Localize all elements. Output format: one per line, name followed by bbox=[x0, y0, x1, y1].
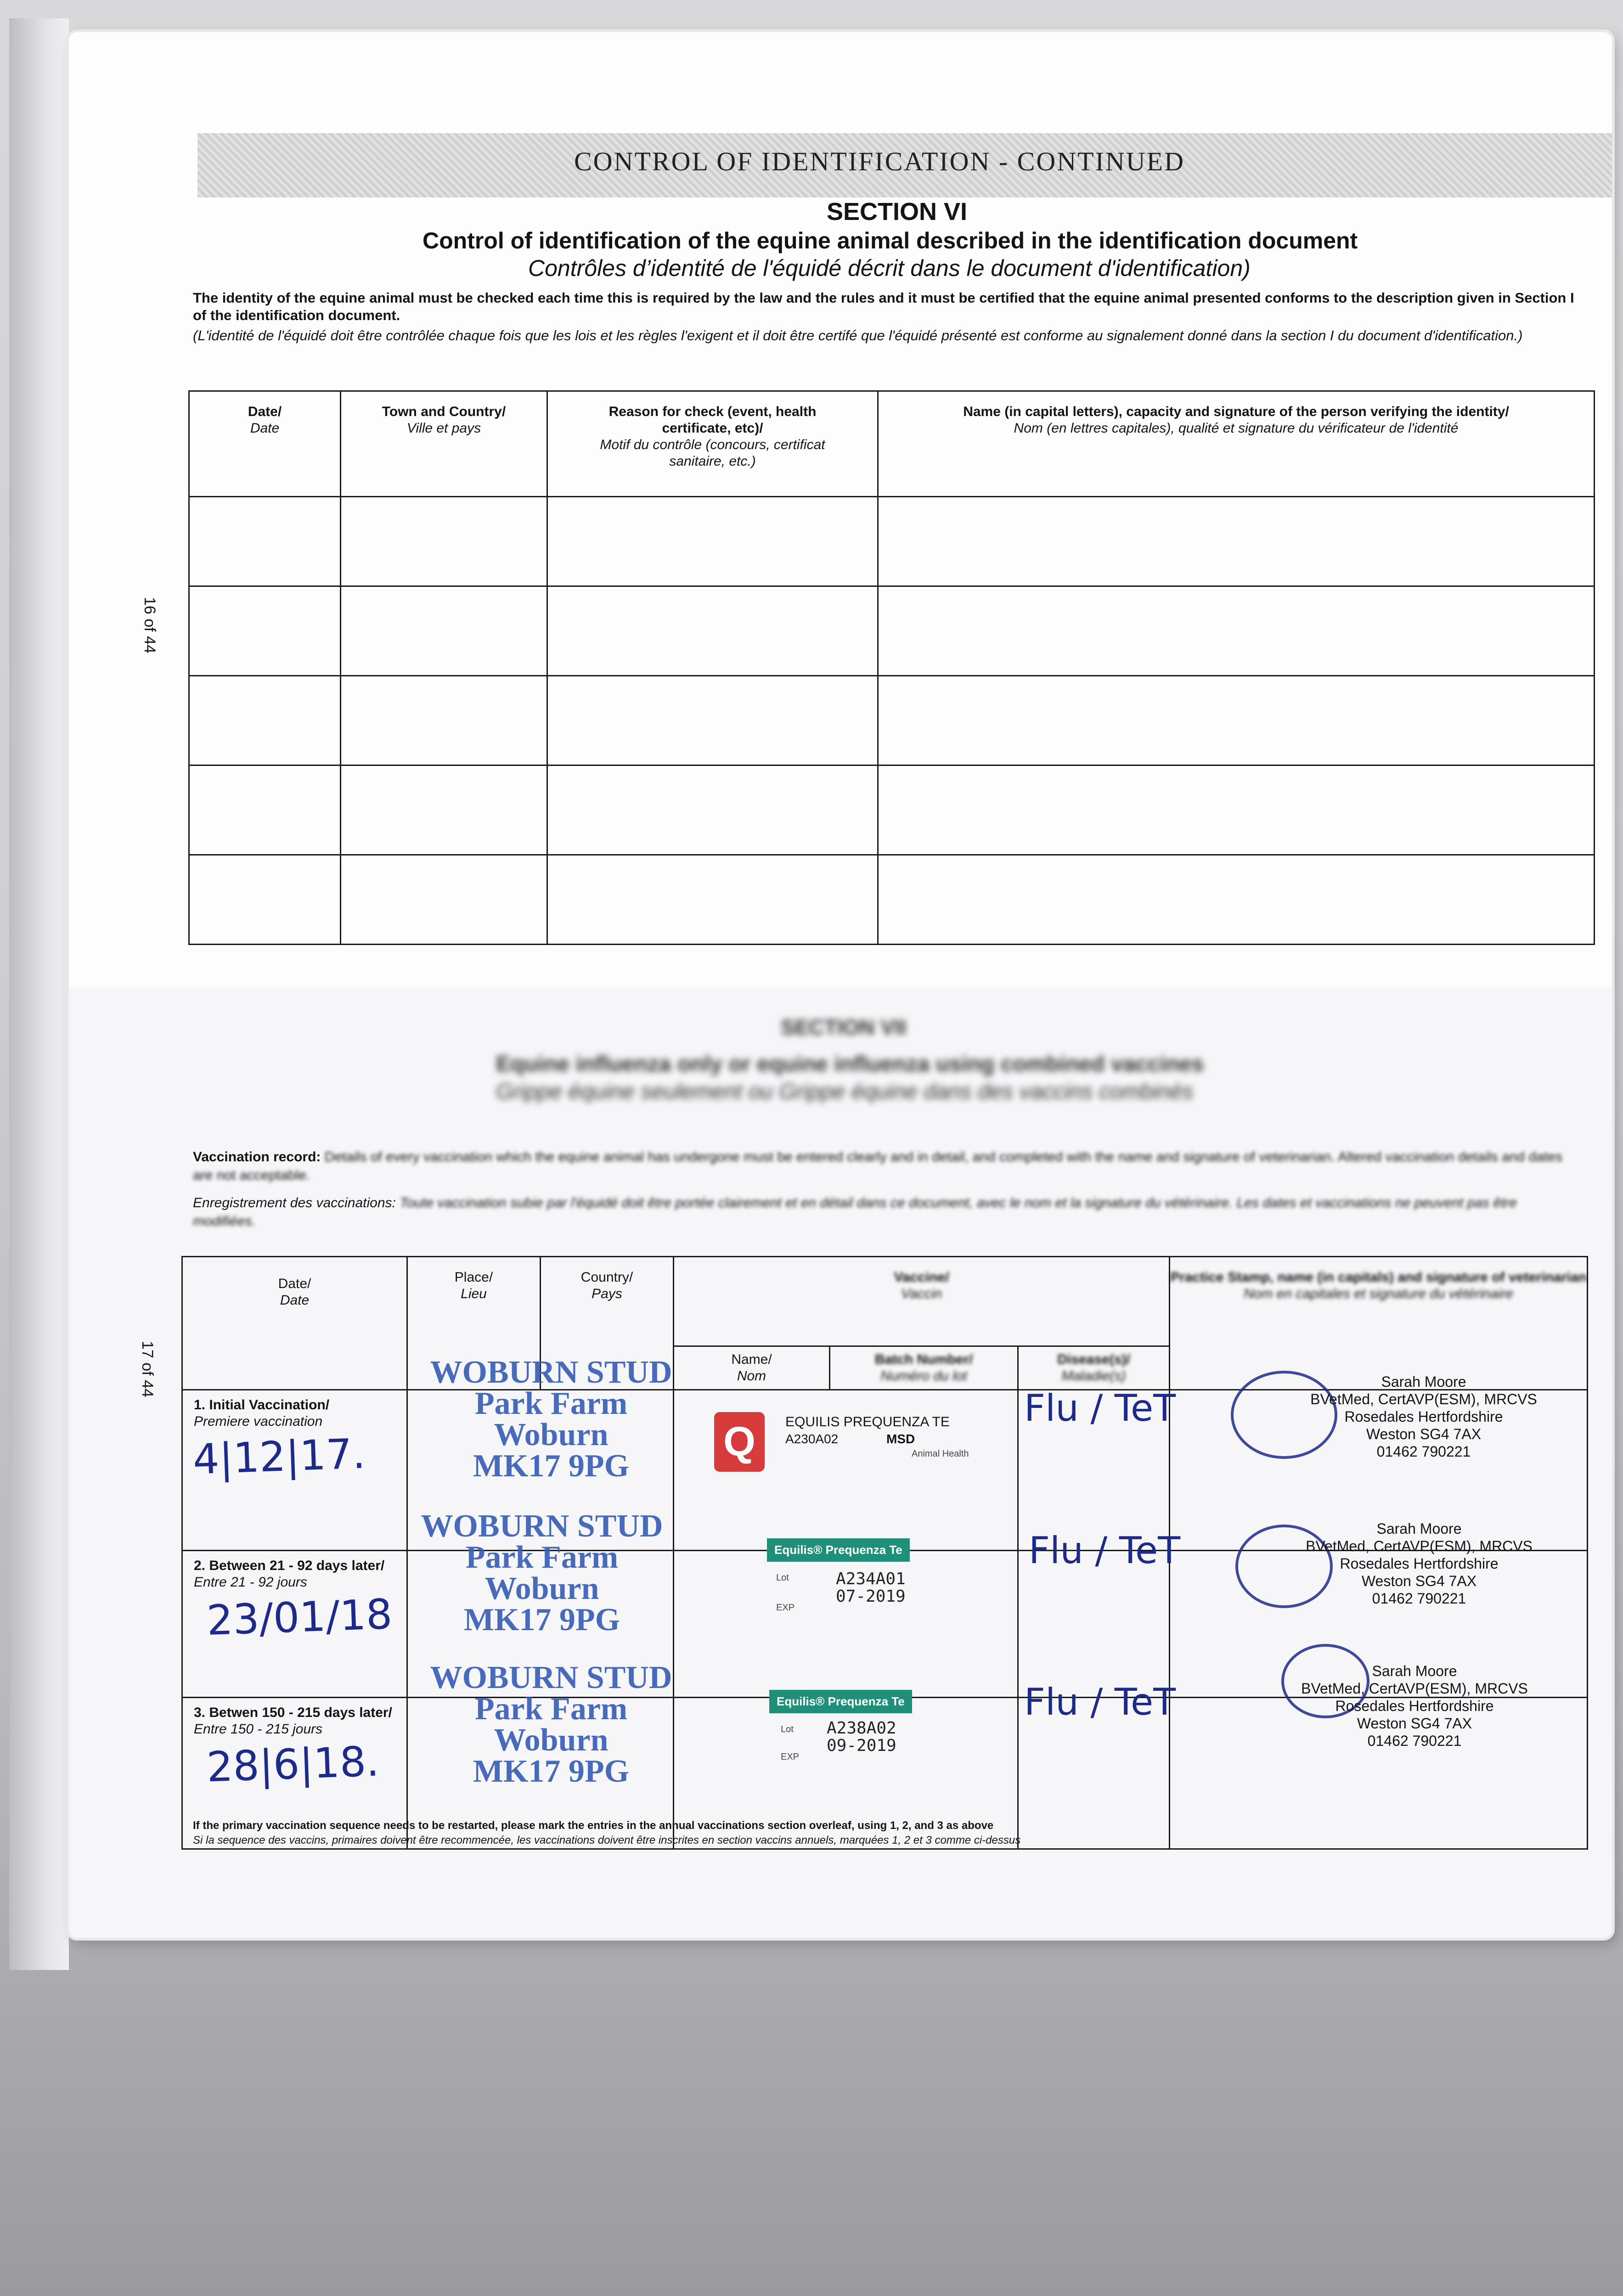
handwritten-date: 4|12|17. bbox=[192, 1429, 366, 1484]
practice-stamp: WOBURN STUD Park Farm Woburn MK17 9PG bbox=[430, 1660, 672, 1789]
vaccine-name: EQUILIS PREQUENZA TE bbox=[785, 1414, 950, 1429]
table-row bbox=[189, 855, 1595, 945]
vac-header-date: Date/ Date bbox=[182, 1257, 407, 1390]
intro-en: The identity of the equine animal must be checked each time this is required by the law and the rules and it must be certified that the equine animal presented conforms to the description given in Section I of the identification document. bbox=[193, 290, 1574, 323]
disease-entry: Flu / TeT bbox=[1024, 1681, 1176, 1723]
section-title: SECTION VI bbox=[827, 198, 968, 225]
vac-header-vaccine: Vaccine/ Vaccin bbox=[674, 1257, 1170, 1346]
handwritten-date: 23/01/18 bbox=[206, 1590, 393, 1645]
q-logo-icon: Q bbox=[714, 1412, 765, 1472]
identification-check-table bbox=[188, 390, 1595, 945]
batch-number: A234A01 bbox=[836, 1570, 906, 1588]
expiry-date: 07-2019 bbox=[836, 1587, 906, 1606]
vac-header-place: Place/ Lieu bbox=[407, 1257, 541, 1390]
footnote bbox=[193, 1818, 1571, 1848]
vac-header-disease: Disease(s)/ Maladie(s) bbox=[1018, 1346, 1170, 1390]
batch-number: A238A02 bbox=[827, 1719, 896, 1738]
lot-label: Lot bbox=[776, 1573, 789, 1583]
vaccination-intro-fr-text: Toute vaccination subie par l'équidé doit être portée clairement et en détail dans ce document, avec le nom et la signature du vétérinaire. Les dates et vaccinations ne peuvent pas être modifiées. bbox=[193, 1195, 1517, 1229]
table-row bbox=[189, 497, 1595, 586]
vet-stamp: Sarah Moore BVetMed, CertAVP(ESM), MRCVS Rosedales Hertfordshire Weston SG4 7AX 01462 790221 bbox=[1310, 1373, 1537, 1460]
vaccination-intro bbox=[193, 1148, 1575, 1231]
vaccine-sticker: Equilis® Prequenza Te bbox=[769, 1690, 912, 1713]
header-town-country: Town and Country/ Ville et pays bbox=[341, 391, 547, 497]
vet-stamp: Sarah Moore BVetMed, CertAVP(ESM), MRCVS Rosedales Hertfordshire Weston SG4 7AX 01462 790221 bbox=[1301, 1663, 1528, 1749]
page-number-16: 16 of 44 bbox=[141, 597, 158, 653]
table-row bbox=[189, 765, 1595, 855]
row-label: 2. Between 21 - 92 days later/ Entre 21 - 92 jours bbox=[182, 1551, 407, 1698]
vac-header-batch: Batch Number/ Numéro du lot bbox=[830, 1346, 1018, 1390]
vaccination-heading-fr: Grippe équine seulement ou Grippe équine dans des vaccins combinés bbox=[496, 1080, 1194, 1104]
vaccination-section-title: SECTION VII bbox=[781, 1015, 907, 1039]
footnote-fr: Si la sequence des vaccins, primaires doivent être recommencée, les vaccinations doivent être inscrites en section vaccins annuels, marquées 1, 2 et 3 comme ci-dessus bbox=[193, 1834, 1021, 1846]
row-label: 3. Betwen 150 - 215 days later/ Entre 150 - 215 jours bbox=[182, 1698, 407, 1849]
intro-fr: (L'identité de l'équidé doit être contrôlée chaque fois que les lois et les règles l'exigent et il doit être certifé que l'équidé présenté est conforme au signalement donné dans la section I du document d'identification.) bbox=[193, 327, 1523, 343]
vac-header-country: Country/ Pays bbox=[541, 1257, 674, 1390]
batch-number: A230A02 bbox=[785, 1432, 839, 1446]
passport-spine bbox=[9, 18, 69, 1970]
vaccination-intro-label: Vaccination record: bbox=[193, 1149, 321, 1165]
table-row bbox=[189, 676, 1595, 765]
disease-entry: Flu / TeT bbox=[1029, 1529, 1181, 1572]
table-row bbox=[189, 586, 1595, 676]
lot-label: Lot bbox=[781, 1724, 794, 1734]
row-label: 1. Initial Vaccination/ Premiere vaccination bbox=[182, 1390, 407, 1551]
disease-entry: Flu / TeT bbox=[1024, 1387, 1176, 1429]
section-subtitle-en: Control of identification of the equine animal described in the identification document bbox=[423, 228, 1358, 253]
banner-title: CONTROL OF IDENTIFICATION - CONTINUED bbox=[574, 146, 1185, 176]
exp-label: EXP bbox=[776, 1603, 795, 1613]
vaccine-sticker: Equilis® Prequenza Te bbox=[767, 1538, 910, 1562]
vet-stamp: Sarah Moore BVetMed, CertAVP(ESM), MRCVS Rosedales Hertfordshire Weston SG4 7AX 01462 790221 bbox=[1306, 1520, 1533, 1607]
vaccination-intro-text: Details of every vaccination which the equine animal has undergone must be entered clearly and in detail, and completed with the name and signature of veterinarian. Altered vaccination details and dates are not acceptable. bbox=[193, 1149, 1562, 1183]
header-date: Date/ Date bbox=[189, 391, 341, 497]
practice-stamp: WOBURN STUD Park Farm Woburn MK17 9PG bbox=[430, 1355, 672, 1484]
section-subtitle-fr: Contrôles d’identité de l'équidé décrit dans le document d'identification) bbox=[528, 255, 1251, 281]
table-header-row bbox=[189, 391, 1595, 497]
msd-logo: MSD bbox=[886, 1432, 915, 1446]
exp-label: EXP bbox=[781, 1752, 800, 1762]
practice-stamp: WOBURN STUD Park Farm Woburn MK17 9PG bbox=[421, 1508, 663, 1638]
page-number-17: 17 of 44 bbox=[139, 1341, 156, 1397]
vaccination-header-row bbox=[182, 1257, 1588, 1346]
vaccination-heading-en: Equine influenza only or equine influenza using combined vaccines bbox=[496, 1052, 1204, 1076]
expiry-date: 09-2019 bbox=[827, 1736, 896, 1755]
header-reason: Reason for check (event, health certificate, etc)/ Motif du contrôle (concours, certificat sanitaire, etc.) bbox=[547, 391, 878, 497]
msd-subtitle: Animal Health bbox=[912, 1449, 969, 1459]
vac-header-name: Name/ Nom bbox=[674, 1346, 830, 1390]
footnote-en: If the primary vaccination sequence needs to be restarted, please mark the entries in the annual vaccinations section overleaf, using 1, 2, and 3 as above bbox=[193, 1819, 994, 1832]
header-verifier: Name (in capital letters), capacity and signature of the person verifying the identity/ Nom (en lettres capitales), qualité et signature du vérificateur de l'identité bbox=[878, 391, 1595, 497]
vac-header-vet: Practice Stamp, name (in capitals) and signature of veterinarian Nom en capitales et signature du vétérinaire bbox=[1170, 1257, 1588, 1390]
handwritten-date: 28|6|18. bbox=[206, 1737, 380, 1792]
vaccination-intro-fr-label: Enregistrement des vaccinations: bbox=[193, 1195, 396, 1210]
